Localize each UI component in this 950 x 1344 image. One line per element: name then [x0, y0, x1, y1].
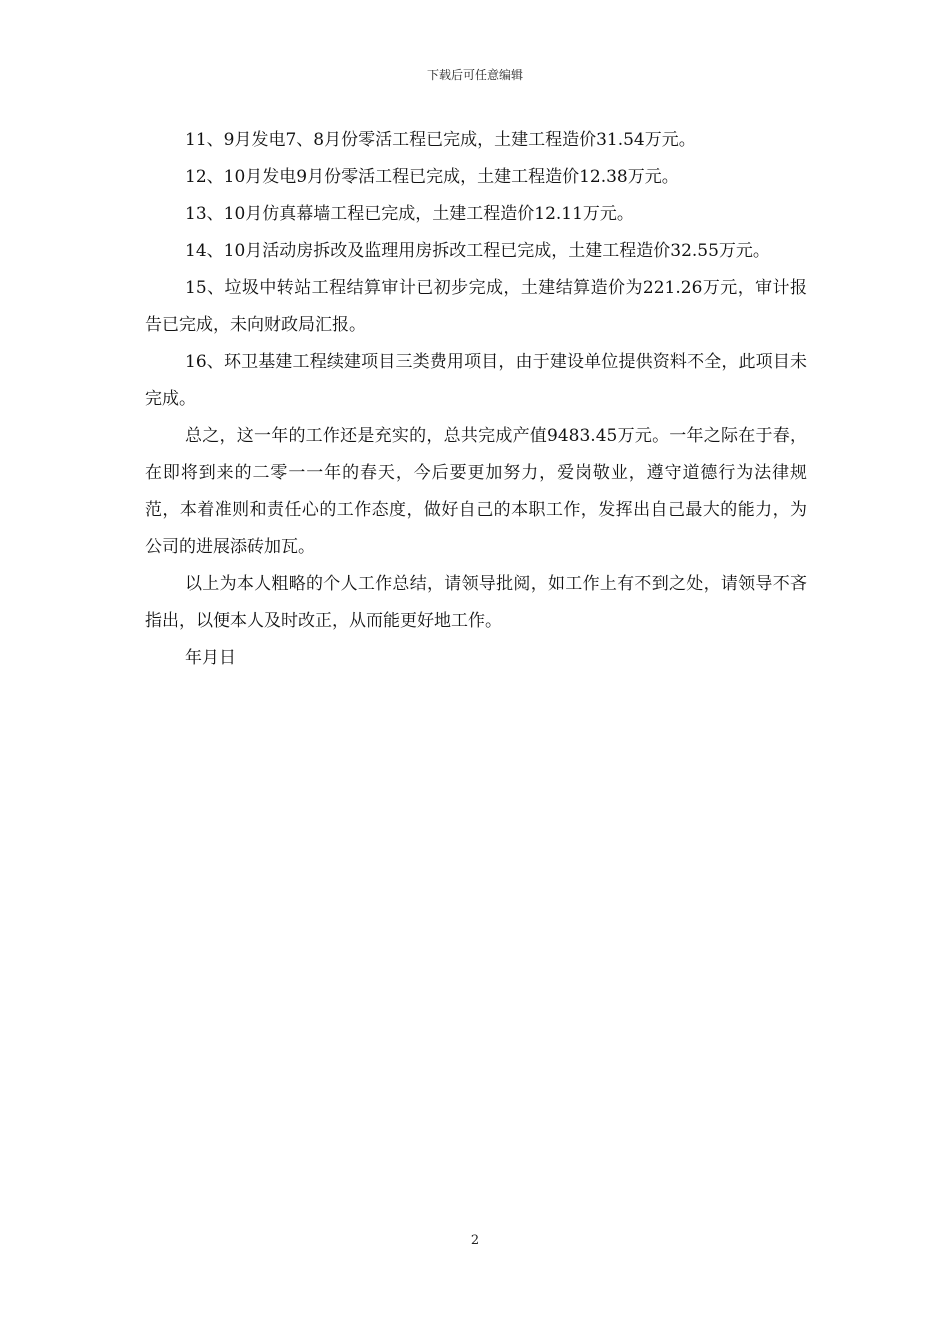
date-signoff: 年月日	[185, 648, 236, 668]
paragraph-item-15: 15、垃圾中转站工程结算审计已初步完成，土建结算造价为221.26万元，审计报告已完成，未向财政局汇报。	[145, 278, 807, 335]
paragraph-closing: 以上为本人粗略的个人工作总结，请领导批阅，如工作上有不到之处，请领导不吝指出，以便本人及时改正，从而能更好地工作。	[145, 574, 807, 631]
document-body	[145, 122, 807, 677]
paragraph-item-12: 12、10月发电9月份零活工程已完成，土建工程造价12.38万元。	[185, 167, 679, 187]
paragraph-item-13: 13、10月仿真幕墙工程已完成，土建工程造价12.11万元。	[185, 204, 634, 224]
page-header: 下载后可任意编辑	[426, 68, 523, 82]
page-number: 2	[470, 1233, 480, 1248]
paragraph-item-11: 11、9月发电7、8月份零活工程已完成，土建工程造价31.54万元。	[185, 130, 696, 150]
paragraph-item-16: 16、环卫基建工程续建项目三类费用项目，由于建设单位提供资料不全，此项目未完成。	[145, 352, 807, 409]
paragraph-summary: 总之，这一年的工作还是充实的，总共完成产值9483.45万元。一年之际在于春，在即将到来的二零一一年的春天，今后要更加努力，爱岗敬业，遵守道德行为法律规范，本着准则和责任心的工作态度，做好自己的本职工作，发挥出自己最大的能力，为公司的进展添砖加瓦。	[145, 426, 807, 557]
paragraph-item-14: 14、10月活动房拆改及监理用房拆改工程已完成，土建工程造价32.55万元。	[185, 241, 770, 261]
